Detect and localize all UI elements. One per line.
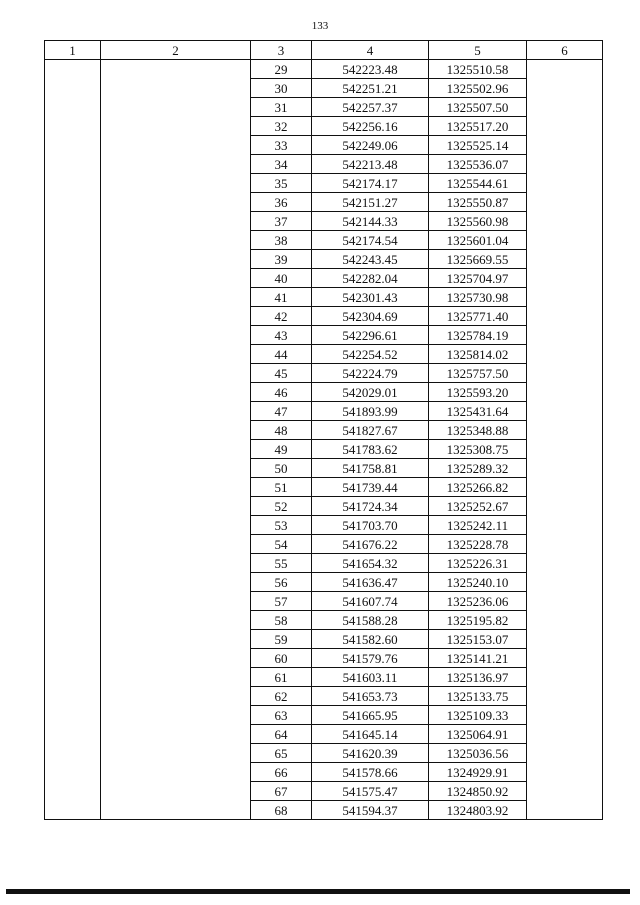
y-coordinate-cell: 1325593.20: [429, 383, 527, 402]
point-number-cell: 54: [251, 535, 312, 554]
x-coordinate-cell: 541588.28: [312, 611, 429, 630]
y-coordinate-cell: 1325771.40: [429, 307, 527, 326]
point-number-cell: 30: [251, 79, 312, 98]
x-coordinate-cell: 541653.73: [312, 687, 429, 706]
y-coordinate-cell: 1325242.11: [429, 516, 527, 535]
x-coordinate-cell: 542029.01: [312, 383, 429, 402]
point-number-cell: 65: [251, 744, 312, 763]
x-coordinate-cell: 542251.21: [312, 79, 429, 98]
point-number-cell: 62: [251, 687, 312, 706]
point-number-cell: 50: [251, 459, 312, 478]
x-coordinate-cell: 542257.37: [312, 98, 429, 117]
y-coordinate-cell: 1325195.82: [429, 611, 527, 630]
column-header-6: 6: [527, 41, 603, 60]
y-coordinate-cell: 1325109.33: [429, 706, 527, 725]
x-coordinate-cell: 541676.22: [312, 535, 429, 554]
column-6-cell: [527, 60, 603, 820]
x-coordinate-cell: 542254.52: [312, 345, 429, 364]
point-number-cell: 42: [251, 307, 312, 326]
x-coordinate-cell: 542213.48: [312, 155, 429, 174]
y-coordinate-cell: 1325502.96: [429, 79, 527, 98]
y-coordinate-cell: 1325136.97: [429, 668, 527, 687]
x-coordinate-cell: 541594.37: [312, 801, 429, 820]
point-number-cell: 47: [251, 402, 312, 421]
x-coordinate-cell: 542304.69: [312, 307, 429, 326]
y-coordinate-cell: 1325240.10: [429, 573, 527, 592]
y-coordinate-cell: 1325141.21: [429, 649, 527, 668]
y-coordinate-cell: 1325266.82: [429, 478, 527, 497]
point-number-cell: 52: [251, 497, 312, 516]
column-header-1: 1: [45, 41, 101, 60]
x-coordinate-cell: 541665.95: [312, 706, 429, 725]
point-number-cell: 40: [251, 269, 312, 288]
point-number-cell: 32: [251, 117, 312, 136]
point-number-cell: 48: [251, 421, 312, 440]
y-coordinate-cell: 1325036.56: [429, 744, 527, 763]
x-coordinate-cell: 542223.48: [312, 60, 429, 79]
x-coordinate-cell: 542243.45: [312, 250, 429, 269]
point-number-cell: 51: [251, 478, 312, 497]
point-number-cell: 55: [251, 554, 312, 573]
y-coordinate-cell: 1325507.50: [429, 98, 527, 117]
y-coordinate-cell: 1324803.92: [429, 801, 527, 820]
column-1-cell: [45, 60, 101, 820]
point-number-cell: 31: [251, 98, 312, 117]
point-number-cell: 56: [251, 573, 312, 592]
column-2-cell: [101, 60, 251, 820]
point-number-cell: 37: [251, 212, 312, 231]
x-coordinate-cell: 541703.70: [312, 516, 429, 535]
column-header-3: 3: [251, 41, 312, 60]
y-coordinate-cell: 1325308.75: [429, 440, 527, 459]
point-number-cell: 45: [251, 364, 312, 383]
y-coordinate-cell: 1325226.31: [429, 554, 527, 573]
x-coordinate-cell: 542151.27: [312, 193, 429, 212]
table-body: [45, 60, 603, 820]
x-coordinate-cell: 541603.11: [312, 668, 429, 687]
x-coordinate-cell: 541893.99: [312, 402, 429, 421]
footer-rule: [6, 889, 630, 894]
x-coordinate-cell: 541578.66: [312, 763, 429, 782]
y-coordinate-cell: 1325536.07: [429, 155, 527, 174]
point-number-cell: 34: [251, 155, 312, 174]
point-number-cell: 49: [251, 440, 312, 459]
point-number-cell: 38: [251, 231, 312, 250]
x-coordinate-cell: 542282.04: [312, 269, 429, 288]
x-coordinate-cell: 542256.16: [312, 117, 429, 136]
y-coordinate-cell: 1325550.87: [429, 193, 527, 212]
column-header-5: 5: [429, 41, 527, 60]
x-coordinate-cell: 541783.62: [312, 440, 429, 459]
y-coordinate-cell: 1325669.55: [429, 250, 527, 269]
y-coordinate-cell: 1325064.91: [429, 725, 527, 744]
y-coordinate-cell: 1325517.20: [429, 117, 527, 136]
point-number-cell: 64: [251, 725, 312, 744]
y-coordinate-cell: 1325153.07: [429, 630, 527, 649]
y-coordinate-cell: 1325252.67: [429, 497, 527, 516]
x-coordinate-cell: 541739.44: [312, 478, 429, 497]
x-coordinate-cell: 541724.34: [312, 497, 429, 516]
column-header-4: 4: [312, 41, 429, 60]
y-coordinate-cell: 1325560.98: [429, 212, 527, 231]
x-coordinate-cell: 542249.06: [312, 136, 429, 155]
x-coordinate-cell: 542144.33: [312, 212, 429, 231]
column-header-2: 2: [101, 41, 251, 60]
x-coordinate-cell: 541636.47: [312, 573, 429, 592]
y-coordinate-cell: 1325348.88: [429, 421, 527, 440]
x-coordinate-cell: 541582.60: [312, 630, 429, 649]
x-coordinate-cell: 541758.81: [312, 459, 429, 478]
y-coordinate-cell: 1325236.06: [429, 592, 527, 611]
x-coordinate-cell: 542224.79: [312, 364, 429, 383]
x-coordinate-cell: 542174.54: [312, 231, 429, 250]
x-coordinate-cell: 541607.74: [312, 592, 429, 611]
x-coordinate-cell: 541645.14: [312, 725, 429, 744]
table-row: [45, 60, 603, 79]
point-number-cell: 46: [251, 383, 312, 402]
point-number-cell: 60: [251, 649, 312, 668]
y-coordinate-cell: 1324850.92: [429, 782, 527, 801]
point-number-cell: 44: [251, 345, 312, 364]
y-coordinate-cell: 1325730.98: [429, 288, 527, 307]
coordinates-table: [44, 40, 603, 820]
point-number-cell: 35: [251, 174, 312, 193]
point-number-cell: 53: [251, 516, 312, 535]
y-coordinate-cell: 1324929.91: [429, 763, 527, 782]
y-coordinate-cell: 1325814.02: [429, 345, 527, 364]
point-number-cell: 68: [251, 801, 312, 820]
x-coordinate-cell: 541575.47: [312, 782, 429, 801]
page-number: 133: [311, 20, 329, 32]
point-number-cell: 66: [251, 763, 312, 782]
point-number-cell: 39: [251, 250, 312, 269]
point-number-cell: 61: [251, 668, 312, 687]
point-number-cell: 58: [251, 611, 312, 630]
x-coordinate-cell: 542174.17: [312, 174, 429, 193]
y-coordinate-cell: 1325601.04: [429, 231, 527, 250]
point-number-cell: 57: [251, 592, 312, 611]
point-number-cell: 67: [251, 782, 312, 801]
y-coordinate-cell: 1325525.14: [429, 136, 527, 155]
y-coordinate-cell: 1325228.78: [429, 535, 527, 554]
point-number-cell: 33: [251, 136, 312, 155]
point-number-cell: 43: [251, 326, 312, 345]
x-coordinate-cell: 542296.61: [312, 326, 429, 345]
y-coordinate-cell: 1325431.64: [429, 402, 527, 421]
point-number-cell: 29: [251, 60, 312, 79]
y-coordinate-cell: 1325704.97: [429, 269, 527, 288]
x-coordinate-cell: 541654.32: [312, 554, 429, 573]
point-number-cell: 59: [251, 630, 312, 649]
x-coordinate-cell: 542301.43: [312, 288, 429, 307]
header-row: [45, 41, 603, 60]
point-number-cell: 41: [251, 288, 312, 307]
x-coordinate-cell: 541620.39: [312, 744, 429, 763]
y-coordinate-cell: 1325510.58: [429, 60, 527, 79]
point-number-cell: 63: [251, 706, 312, 725]
x-coordinate-cell: 541827.67: [312, 421, 429, 440]
y-coordinate-cell: 1325757.50: [429, 364, 527, 383]
y-coordinate-cell: 1325784.19: [429, 326, 527, 345]
y-coordinate-cell: 1325133.75: [429, 687, 527, 706]
point-number-cell: 36: [251, 193, 312, 212]
x-coordinate-cell: 541579.76: [312, 649, 429, 668]
y-coordinate-cell: 1325289.32: [429, 459, 527, 478]
y-coordinate-cell: 1325544.61: [429, 174, 527, 193]
